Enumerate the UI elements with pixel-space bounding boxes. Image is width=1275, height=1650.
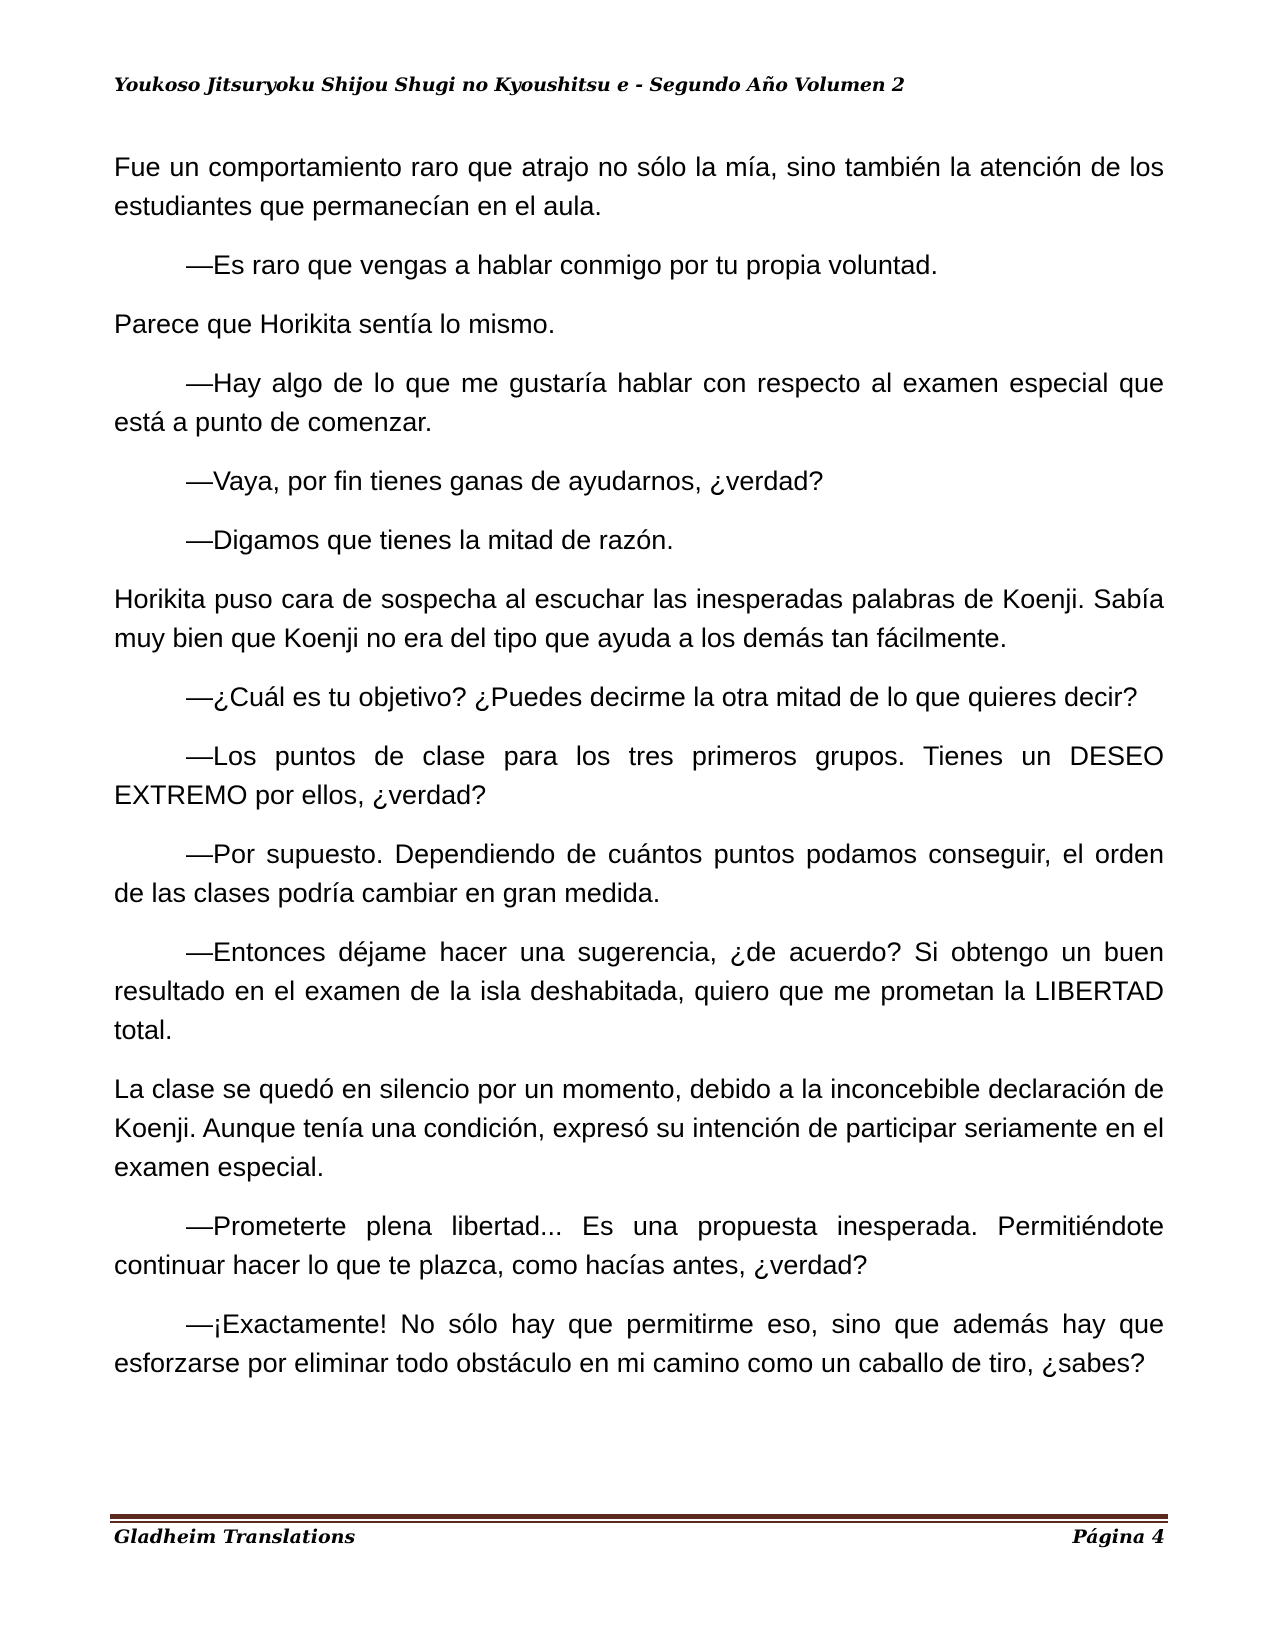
paragraph: Parece que Horikita sentía lo mismo. xyxy=(114,309,556,339)
dialogue-paragraph: —Por supuesto. Dependiendo de cuántos puntos podamos conseguir, el orden de las clases podría cambiar en gran medida. xyxy=(114,839,1164,908)
dialogue-paragraph: —Hay algo de lo que me gustaría hablar con respecto al examen especial que está a punto de comenzar. xyxy=(114,368,1164,437)
running-header: Youkoso Jitsuryoku Shijou Shugi no Kyoushitsu e - Segundo Año Volumen 2 xyxy=(114,74,905,96)
dialogue-paragraph: —Los puntos de clase para los tres primeros grupos. Tienes un DESEO EXTREMO por ellos, ¿verdad? xyxy=(114,741,1164,810)
footer-rule-thin xyxy=(110,1521,1168,1523)
paragraph: La clase se quedó en silencio por un momento, debido a la inconcebible declaración de Koenji. Aunque tenía una condición, expresó su intención de participar seriamente en el examen especial. xyxy=(114,1074,1164,1182)
dialogue-paragraph: —¡Exactamente! No sólo hay que permitirme eso, sino que además hay que esforzarse por eliminar todo obstáculo en mi camino como un caballo de tiro, ¿sabes? xyxy=(114,1309,1164,1378)
footer-credit: Gladheim Translations xyxy=(114,1526,356,1548)
paragraph: Horikita puso cara de sospecha al escuchar las inesperadas palabras de Koenji. Sabía muy bien que Koenji no era del tipo que ayuda a los demás tan fácilmente. xyxy=(114,584,1164,653)
body-text xyxy=(114,148,1164,1403)
dialogue-paragraph: —¿Cuál es tu objetivo? ¿Puedes decirme la otra mitad de lo que quieres decir? xyxy=(186,682,1138,712)
dialogue-paragraph: —Vaya, por fin tienes ganas de ayudarnos, ¿verdad? xyxy=(186,466,824,496)
page-number: Página 4 xyxy=(1072,1526,1165,1548)
dialogue-paragraph: —Entonces déjame hacer una sugerencia, ¿de acuerdo? Si obtengo un buen resultado en el examen de la isla deshabitada, quiero que me prometan la LIBERTAD total. xyxy=(114,937,1164,1045)
paragraph: Fue un comportamiento raro que atrajo no sólo la mía, sino también la atención de los estudiantes que permanecían en el aula. xyxy=(114,152,1164,221)
dialogue-paragraph: —Prometerte plena libertad... Es una propuesta inesperada. Permitiéndote continuar hacer lo que te plazca, como hacías antes, ¿verdad? xyxy=(114,1211,1164,1280)
dialogue-paragraph: —Digamos que tienes la mitad de razón. xyxy=(186,525,674,555)
dialogue-paragraph: —Es raro que vengas a hablar conmigo por tu propia voluntad. xyxy=(186,250,938,280)
footer-rule-thick xyxy=(110,1514,1168,1519)
